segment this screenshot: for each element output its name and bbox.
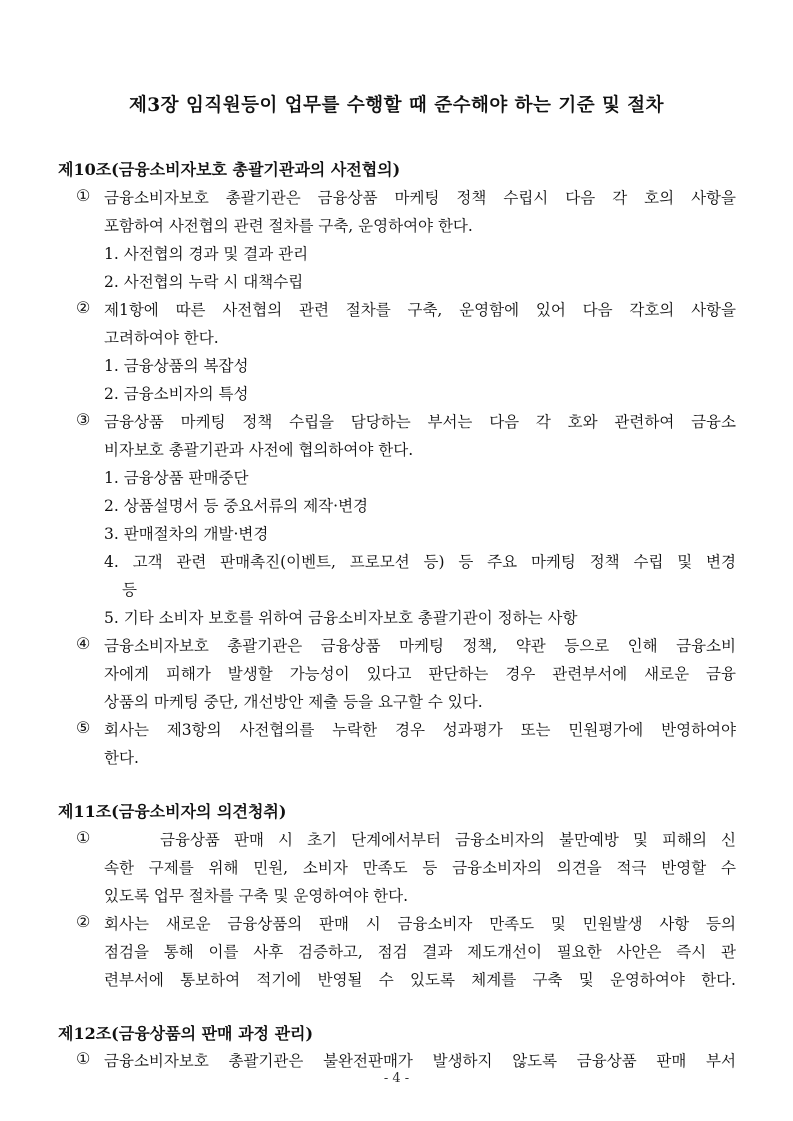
list-item: 1. 금융상품의 복잡성	[104, 357, 249, 375]
article-10-heading: 제10조(금융소비자보호 총괄기관과의 사전협의)	[58, 160, 401, 179]
list-item-continuation: 등	[122, 581, 137, 599]
paragraph-marker: ①	[76, 828, 91, 847]
paragraph-line: 금융소비자보호 총괄기관은 불완전판매가 발생하지 않도록 금융상품 판매 부서	[104, 1052, 736, 1070]
paragraph-marker: ③	[76, 410, 91, 429]
list-item: 1. 사전협의 경과 및 결과 관리	[104, 245, 309, 263]
list-item: 5. 기타 소비자 보호를 위하여 금융소비자보호 총괄기관이 정하는 사항	[104, 609, 578, 627]
page-number: - 4 -	[383, 1071, 410, 1086]
paragraph-line: 자에게 피해가 발생할 가능성이 있다고 판단하는 경우 관련부서에 새로운 금융	[104, 665, 736, 683]
paragraph-line: 점검을 통해 이를 사후 검증하고, 점검 결과 제도개선이 필요한 사안은 즉시 관	[104, 943, 736, 961]
paragraph-line: 금융소비자보호 총괄기관은 금융상품 마케팅 정책 수립시 다음 각 호의 사항을	[104, 189, 736, 207]
article-11-heading: 제11조(금융소비자의 의견청취)	[58, 802, 287, 821]
paragraph-line: 한다.	[104, 749, 139, 767]
chapter-title: 제3장 임직원등이 업무를 수행할 때 준수해야 하는 기준 및 절차	[128, 95, 665, 116]
list-item: 2. 금융소비자의 특성	[104, 385, 249, 403]
paragraph-marker: ①	[76, 1049, 91, 1068]
paragraph-line: 금융상품 마케팅 정책 수립을 담당하는 부서는 다음 각 호와 관련하여 금융소	[104, 413, 736, 431]
paragraph-line: 금융상품 판매 시 초기 단계에서부터 금융소비자의 불만예방 및 피해의 신	[160, 831, 736, 849]
paragraph-marker: ④	[76, 634, 91, 653]
paragraph-line: 제1항에 따른 사전협의 관련 절차를 구축, 운영함에 있어 다음 각호의 사항을	[104, 301, 736, 319]
paragraph-line: 비자보호 총괄기관과 사전에 협의하여야 한다.	[104, 441, 414, 459]
paragraph-line: 상품의 마케팅 중단, 개선방안 제출 등을 요구할 수 있다.	[104, 693, 483, 711]
paragraph-marker: ②	[76, 298, 91, 317]
paragraph-marker: ②	[76, 912, 91, 931]
list-item: 3. 판매절차의 개발·변경	[104, 525, 269, 543]
paragraph-marker: ①	[76, 186, 91, 205]
paragraph-line: 회사는 제3항의 사전협의를 누락한 경우 성과평가 또는 민원평가에 반영하여야	[104, 721, 736, 739]
paragraph-line: 회사는 새로운 금융상품의 판매 시 금융소비자 만족도 및 민원발생 사항 등의	[104, 915, 736, 933]
list-item: 4. 고객 관련 판매촉진(이벤트, 프로모션 등) 등 주요 마케팅 정책 수립 및 변경	[104, 553, 736, 571]
list-item: 1. 금융상품 판매중단	[104, 469, 249, 487]
paragraph-line: 속한 구제를 위해 민원, 소비자 만족도 등 금융소비자의 의견을 적극 반영할 수	[104, 859, 736, 877]
paragraph-line: 있도록 업무 절차를 구축 및 운영하여야 한다.	[104, 887, 409, 905]
paragraph-marker: ⑤	[76, 718, 91, 737]
article-12-heading: 제12조(금융상품의 판매 과정 관리)	[58, 1024, 314, 1043]
list-item: 2. 상품설명서 등 중요서류의 제작·변경	[104, 497, 369, 515]
list-item: 2. 사전협의 누락 시 대책수립	[104, 273, 304, 291]
paragraph-line: 고려하여야 한다.	[104, 329, 219, 347]
paragraph-line: 련부서에 통보하여 적기에 반영될 수 있도록 체계를 구축 및 운영하여야 한다.	[104, 971, 736, 989]
paragraph-line: 금융소비자보호 총괄기관은 금융상품 마케팅 정책, 약관 등으로 인해 금융소비	[104, 637, 736, 655]
paragraph-line: 포함하여 사전협의 관련 절차를 구축, 운영하여야 한다.	[104, 217, 473, 235]
